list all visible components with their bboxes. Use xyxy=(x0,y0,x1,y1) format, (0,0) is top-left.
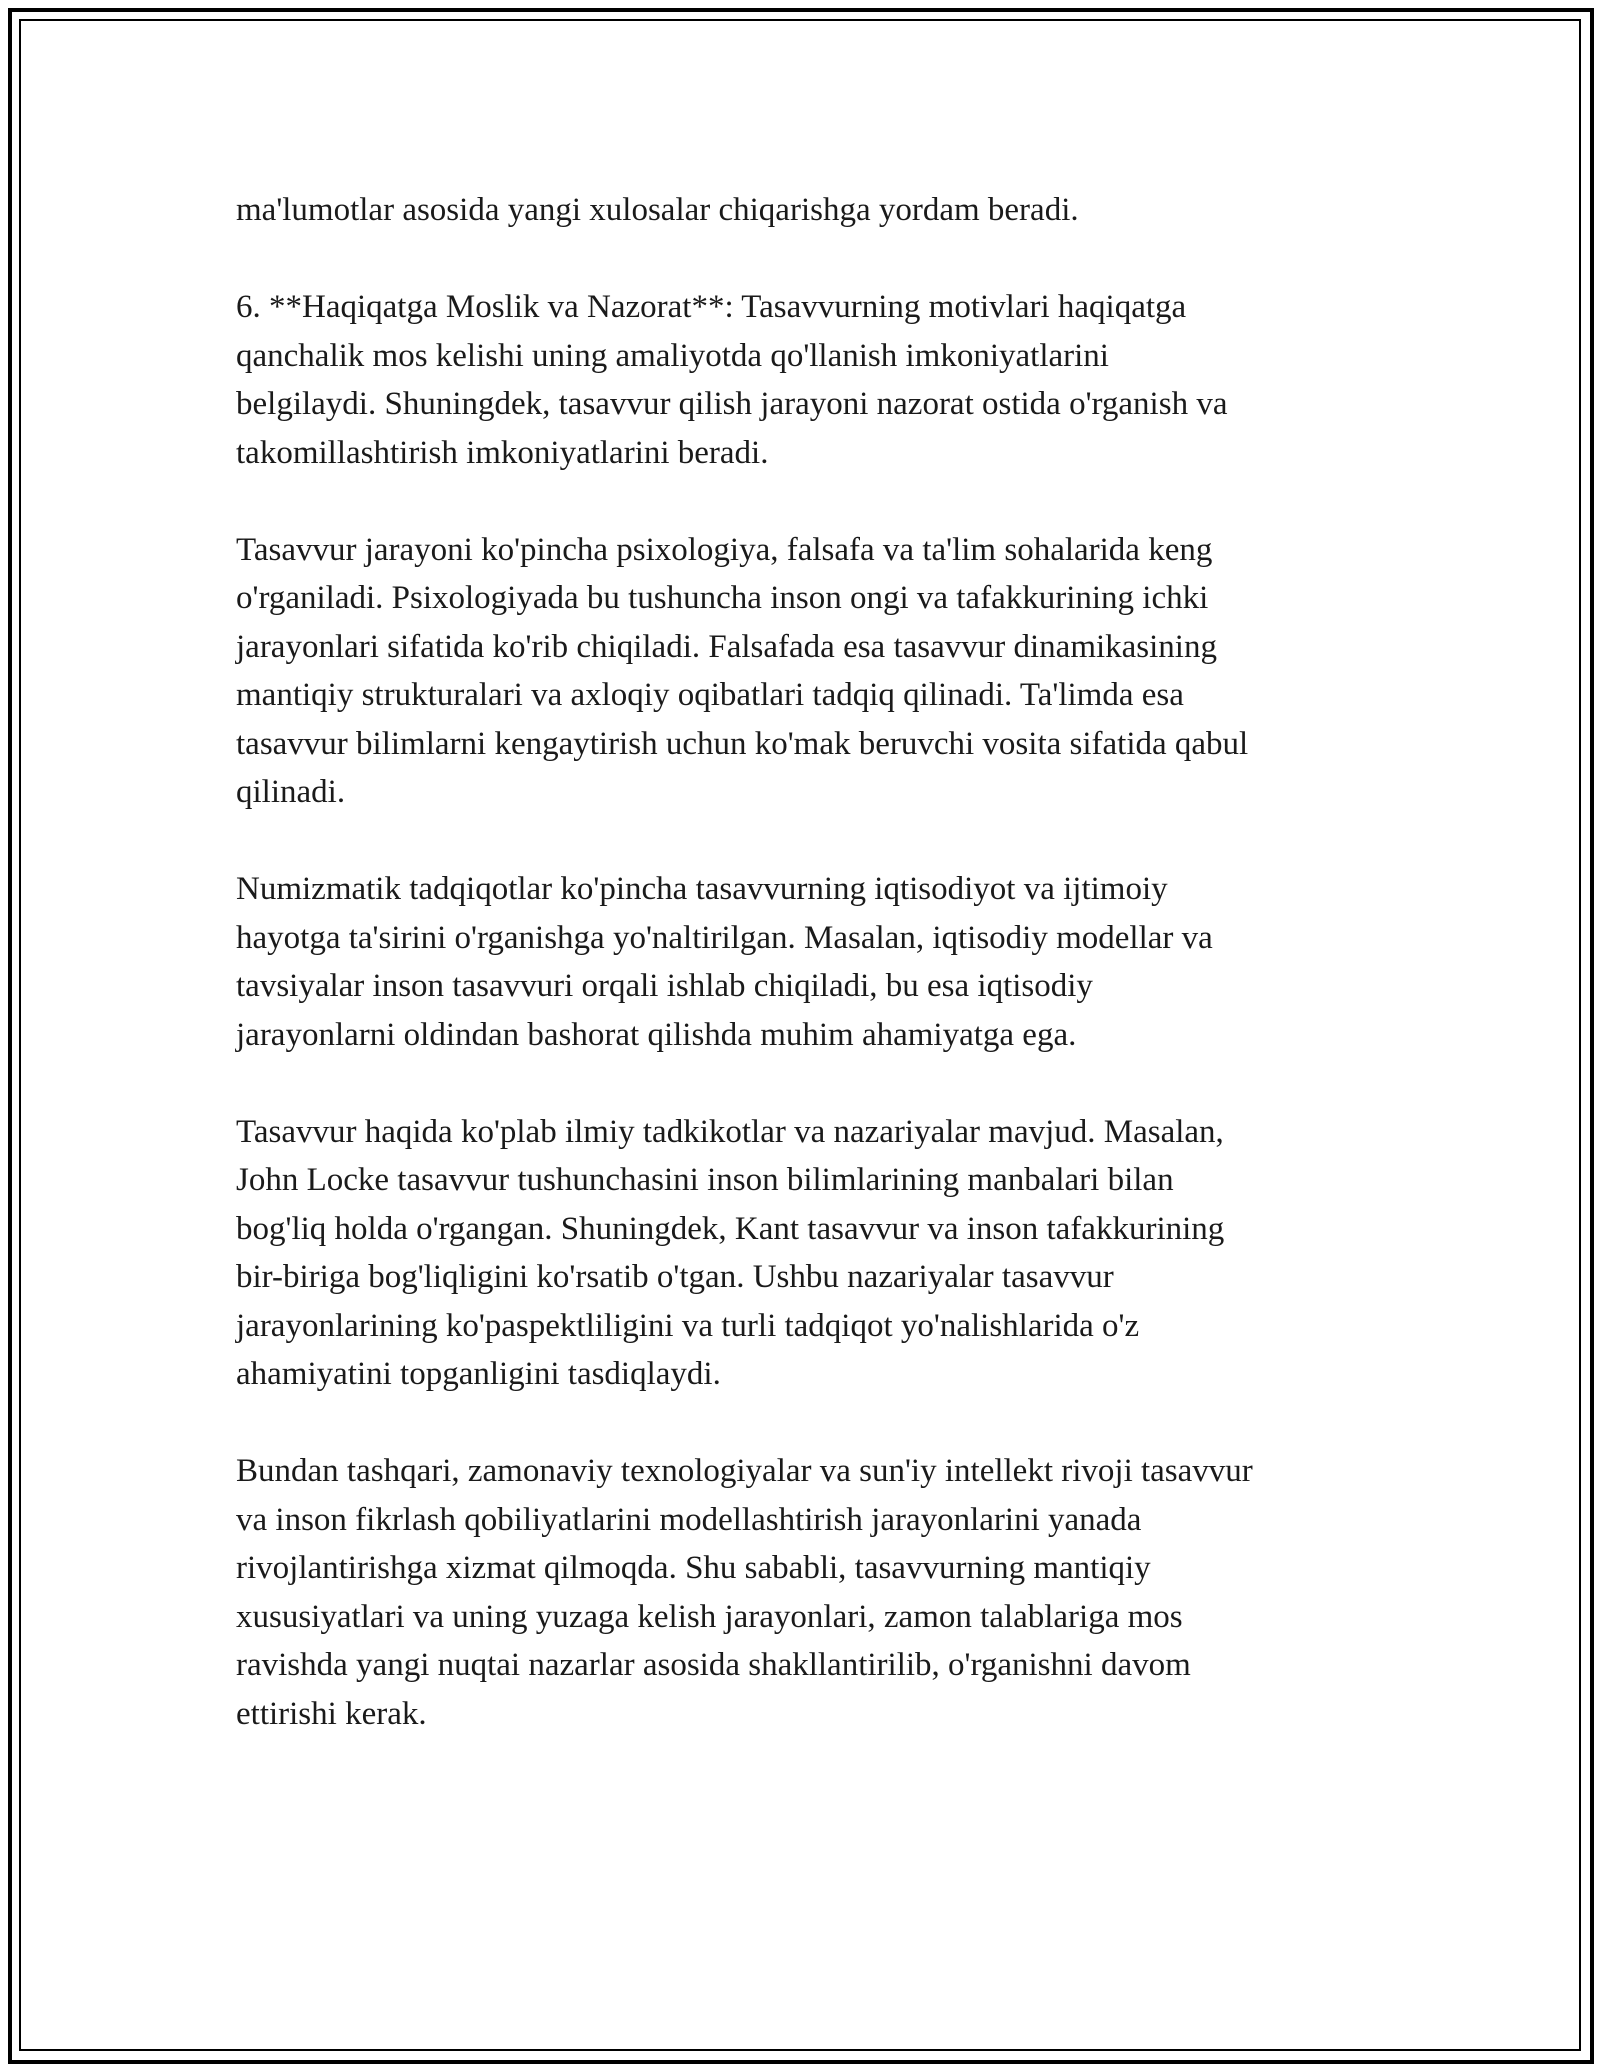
text-line: Tasavvur haqida ko'plab ilmiy tadkikotlar va nazariyalar mavjud. Masalan, xyxy=(236,1113,1224,1150)
text-line: rivojlantirishga xizmat qilmoqda. Shu sababli, tasavvurning mantiqiy xyxy=(236,1550,1151,1586)
text-line: ettirishi kerak. xyxy=(236,1695,427,1732)
text-line: qilinadi. xyxy=(236,774,346,810)
text-line: jarayonlari sifatida ko'rib chiqiladi. Falsafada esa tasavvur dinamikasining xyxy=(236,628,1217,665)
paragraph-nazariyalar xyxy=(236,1108,1376,1399)
paragraph-numizmatik xyxy=(236,865,1376,1059)
text-line: takomillashtirish imkoniyatlarini beradi. xyxy=(236,434,769,471)
text-line: bog'liq holda o'rgangan. Shuningdek, Kant tasavvur va inson tafakkurining xyxy=(236,1210,1225,1247)
paragraph-tasavvur-jarayoni xyxy=(236,526,1376,817)
text-line: jarayonlarining ko'paspektliligini va turli tadqiqot yo'nalishlarida o'z xyxy=(236,1307,1140,1344)
paragraph-continuation xyxy=(236,186,1376,235)
text-line: va inson fikrlash qobiliyatlarini modellashtirish jarayonlarini yanada xyxy=(236,1501,1142,1538)
paragraph-haqiqatga-moslik xyxy=(236,283,1376,477)
text-line: bir-biriga bog'liqligini ko'rsatib o'tgan. Ushbu nazariyalar tasavvur xyxy=(236,1259,1114,1295)
text-line: jarayonlarni oldindan bashorat qilishda muhim ahamiyatga ega. xyxy=(236,1016,1077,1053)
text-line: Bundan tashqari, zamonaviy texnologiyalar va sun'iy intellekt rivoji tasavvur xyxy=(236,1453,1253,1489)
text-line: xususiyatlari va uning yuzaga kelish jarayonlari, zamon talablariga mos xyxy=(236,1598,1183,1635)
text-line: qanchalik mos kelishi uning amaliyotda qo'llanish imkoniyatlarini xyxy=(236,337,1109,374)
text-line: ma'lumotlar asosida yangi xulosalar chiqarishga yordam beradi. xyxy=(236,192,1079,228)
text-line: tavsiyalar inson tasavvuri orqali ishlab chiqiladi, bu esa iqtisodiy xyxy=(236,968,1093,1004)
text-line: o'rganiladi. Psixologiyada bu tushuncha inson ongi va tafakkurining ichki xyxy=(236,580,1209,616)
text-line: John Locke tasavvur tushunchasini inson bilimlarining manbalari bilan xyxy=(236,1162,1174,1198)
paragraph-bundan-tashqari xyxy=(236,1447,1376,1738)
text-line: 6. **Haqiqatga Moslik va Nazorat**: Tasavvurning motivlari haqiqatga xyxy=(236,289,1187,325)
text-line: Tasavvur jarayoni ko'pincha psixologiya, falsafa va ta'lim sohalarida keng xyxy=(236,531,1213,568)
text-line: Numizmatik tadqiqotlar ko'pincha tasavvurning iqtisodiyot va ijtimoiy xyxy=(236,871,1168,907)
text-line: mantiqiy strukturalari va axloqiy oqibatlari tadqiq qilinadi. Ta'limda esa xyxy=(236,677,1184,713)
text-line: hayotga ta'sirini o'rganishga yo'naltirilgan. Masalan, iqtisodiy modellar va xyxy=(236,919,1213,956)
text-line: ravishda yangi nuqtai nazarlar asosida shakllantirilib, o'rganishni davom xyxy=(236,1647,1191,1683)
document-body xyxy=(236,186,1376,1787)
text-line: belgilaydi. Shuningdek, tasavvur qilish jarayoni nazorat ostida o'rganish va xyxy=(236,386,1228,422)
text-line: ahamiyatini topganligini tasdiqlaydi. xyxy=(236,1356,721,1392)
text-line: tasavvur bilimlarni kengaytirish uchun ko'mak beruvchi vosita sifatida qabul xyxy=(236,725,1249,762)
